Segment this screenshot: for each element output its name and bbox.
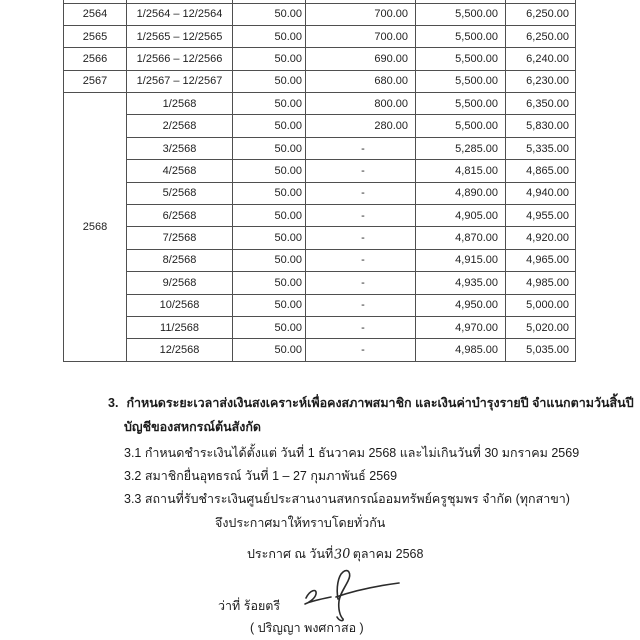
table-row bbox=[64, 249, 576, 271]
cell-period: 5/2568 bbox=[127, 182, 233, 204]
table-row bbox=[64, 227, 576, 249]
item3-sub2: 3.2 สมาชิกยื่นอุทธรณ์ วันที่ 1 – 27 กุมภาพันธ์ 2569 bbox=[124, 469, 398, 483]
cell-amount2: 5,500.00 bbox=[416, 3, 506, 25]
table-row bbox=[64, 182, 576, 204]
cell-total: 6,230.00 bbox=[506, 70, 576, 92]
table-row bbox=[64, 294, 576, 316]
cell-total: 4,865.00 bbox=[506, 160, 576, 182]
item3-sub1: 3.1 กำหนดชำระเงินได้ตั้งแต่ วันที่ 1 ธันวาคม 2568 และไม่เกินวันที่ 30 มกราคม 2569 bbox=[124, 446, 580, 460]
cell-period: 11/2568 bbox=[127, 316, 233, 338]
cell-amount1: 700.00 bbox=[306, 3, 416, 25]
cell-amount1: - bbox=[306, 339, 416, 361]
cell-amount2: 4,935.00 bbox=[416, 272, 506, 294]
cell-amount2: 4,890.00 bbox=[416, 182, 506, 204]
cell-fee: 50.00 bbox=[233, 205, 306, 227]
cell-total: 5,335.00 bbox=[506, 137, 576, 159]
cell-total: 6,350.00 bbox=[506, 93, 576, 115]
cell-fee: 50.00 bbox=[233, 316, 306, 338]
announcement-date-line bbox=[247, 544, 423, 564]
cell-amount2: 4,915.00 bbox=[416, 249, 506, 271]
cell-total: 5,020.00 bbox=[506, 316, 576, 338]
cell-amount2: 5,500.00 bbox=[416, 70, 506, 92]
cell-amount1: - bbox=[306, 316, 416, 338]
item3-sub3: 3.3 สถานที่รับชำระเงินศูนย์ประสานงานสหกรณ์ออมทรัพย์ครูชุมพร จำกัด (ทุกสาขา) bbox=[124, 492, 570, 506]
cell-fee: 50.00 bbox=[233, 160, 306, 182]
signer-title: ว่าที่ ร้อยตรี bbox=[218, 599, 281, 613]
cell-period: 12/2568 bbox=[127, 339, 233, 361]
cell-fee: 50.00 bbox=[233, 294, 306, 316]
table-row bbox=[64, 3, 576, 25]
cell-amount1: - bbox=[306, 272, 416, 294]
table-row bbox=[64, 205, 576, 227]
cell-amount1: 800.00 bbox=[306, 93, 416, 115]
cell-period: 1/2565 – 12/2565 bbox=[127, 25, 233, 47]
cell-year: 2567 bbox=[64, 70, 127, 92]
cell-amount1: - bbox=[306, 160, 416, 182]
cell-fee: 50.00 bbox=[233, 70, 306, 92]
item3-heading-text: กำหนดระยะเวลาส่งเงินสงเคราะห์เพื่อคงสภาพสมาชิก และเงินค่าบำรุงรายปี จำแนกตามวันสิ้นปี bbox=[126, 396, 634, 410]
cell-total: 5,830.00 bbox=[506, 115, 576, 137]
cell-fee: 50.00 bbox=[233, 182, 306, 204]
closing-statement: จึงประกาศมาให้ทราบโดยทั่วกัน bbox=[215, 516, 386, 530]
cell-year-group: 2568 bbox=[64, 93, 127, 362]
cell-amount2: 4,985.00 bbox=[416, 339, 506, 361]
announce-day-handwritten: 30 bbox=[333, 546, 352, 563]
cell-year: 2565 bbox=[64, 25, 127, 47]
cell-amount2: 5,500.00 bbox=[416, 93, 506, 115]
announce-prefix: ประกาศ ณ วันที่ bbox=[247, 547, 334, 561]
cell-period: 6/2568 bbox=[127, 205, 233, 227]
cell-period: 7/2568 bbox=[127, 227, 233, 249]
cell-amount1: - bbox=[306, 249, 416, 271]
cell-fee: 50.00 bbox=[233, 227, 306, 249]
cell-total: 5,035.00 bbox=[506, 339, 576, 361]
cell-amount1: - bbox=[306, 137, 416, 159]
cell-total: 4,940.00 bbox=[506, 182, 576, 204]
cell-amount2: 4,905.00 bbox=[416, 205, 506, 227]
cell-amount1: 280.00 bbox=[306, 115, 416, 137]
cell-fee: 50.00 bbox=[233, 137, 306, 159]
table-row bbox=[64, 115, 576, 137]
cell-total: 4,920.00 bbox=[506, 227, 576, 249]
cell-fee: 50.00 bbox=[233, 339, 306, 361]
cell-fee: 50.00 bbox=[233, 115, 306, 137]
cell-amount1: 690.00 bbox=[306, 48, 416, 70]
cell-amount2: 4,970.00 bbox=[416, 316, 506, 338]
cell-period: 8/2568 bbox=[127, 249, 233, 271]
cell-amount2: 5,285.00 bbox=[416, 137, 506, 159]
table-row bbox=[64, 137, 576, 159]
cell-total: 4,955.00 bbox=[506, 205, 576, 227]
cell-total: 6,240.00 bbox=[506, 48, 576, 70]
table-row bbox=[64, 339, 576, 361]
table-row bbox=[64, 25, 576, 47]
cell-total: 6,250.00 bbox=[506, 3, 576, 25]
cell-fee: 50.00 bbox=[233, 48, 306, 70]
cell-amount2: 4,815.00 bbox=[416, 160, 506, 182]
cell-amount2: 5,500.00 bbox=[416, 48, 506, 70]
cell-total: 5,000.00 bbox=[506, 294, 576, 316]
table-row bbox=[64, 48, 576, 70]
signature-left-flourish bbox=[305, 591, 331, 604]
cell-total: 4,985.00 bbox=[506, 272, 576, 294]
cell-amount2: 5,500.00 bbox=[416, 25, 506, 47]
signer-name: ( ปริญญา พงศกาสอ ) bbox=[250, 621, 364, 635]
cell-period: 1/2566 – 12/2566 bbox=[127, 48, 233, 70]
cell-period: 1/2564 – 12/2564 bbox=[127, 3, 233, 25]
cell-total: 6,250.00 bbox=[506, 25, 576, 47]
cell-fee: 50.00 bbox=[233, 249, 306, 271]
cell-amount1: 680.00 bbox=[306, 70, 416, 92]
table-row bbox=[64, 316, 576, 338]
cell-period: 10/2568 bbox=[127, 294, 233, 316]
table-row bbox=[64, 272, 576, 294]
cell-amount1: - bbox=[306, 227, 416, 249]
cell-year: 2566 bbox=[64, 48, 127, 70]
cell-fee: 50.00 bbox=[233, 272, 306, 294]
cell-period: 2/2568 bbox=[127, 115, 233, 137]
cell-amount2: 5,500.00 bbox=[416, 115, 506, 137]
payment-schedule-table bbox=[63, 0, 576, 362]
cell-period: 9/2568 bbox=[127, 272, 233, 294]
cell-fee: 50.00 bbox=[233, 25, 306, 47]
cell-amount2: 4,950.00 bbox=[416, 294, 506, 316]
item3-number: 3. bbox=[108, 396, 119, 410]
cell-amount1: 700.00 bbox=[306, 25, 416, 47]
cell-total: 4,965.00 bbox=[506, 249, 576, 271]
cell-amount1: - bbox=[306, 294, 416, 316]
cell-period: 4/2568 bbox=[127, 160, 233, 182]
cell-amount2: 4,870.00 bbox=[416, 227, 506, 249]
table-row bbox=[64, 160, 576, 182]
cell-period: 3/2568 bbox=[127, 137, 233, 159]
announce-suffix: ตุลาคม 2568 bbox=[352, 547, 424, 561]
cell-amount1: - bbox=[306, 205, 416, 227]
item3-heading-line2: บัญชีของสหกรณ์ต้นสังกัด bbox=[124, 420, 262, 434]
cell-fee: 50.00 bbox=[233, 3, 306, 25]
table-row bbox=[64, 93, 576, 115]
cell-period: 1/2568 bbox=[127, 93, 233, 115]
cell-fee: 50.00 bbox=[233, 93, 306, 115]
cell-year: 2564 bbox=[64, 3, 127, 25]
item3-heading-line1 bbox=[108, 393, 634, 413]
cell-amount1: - bbox=[306, 182, 416, 204]
cell-period: 1/2567 – 12/2567 bbox=[127, 70, 233, 92]
table-row bbox=[64, 70, 576, 92]
